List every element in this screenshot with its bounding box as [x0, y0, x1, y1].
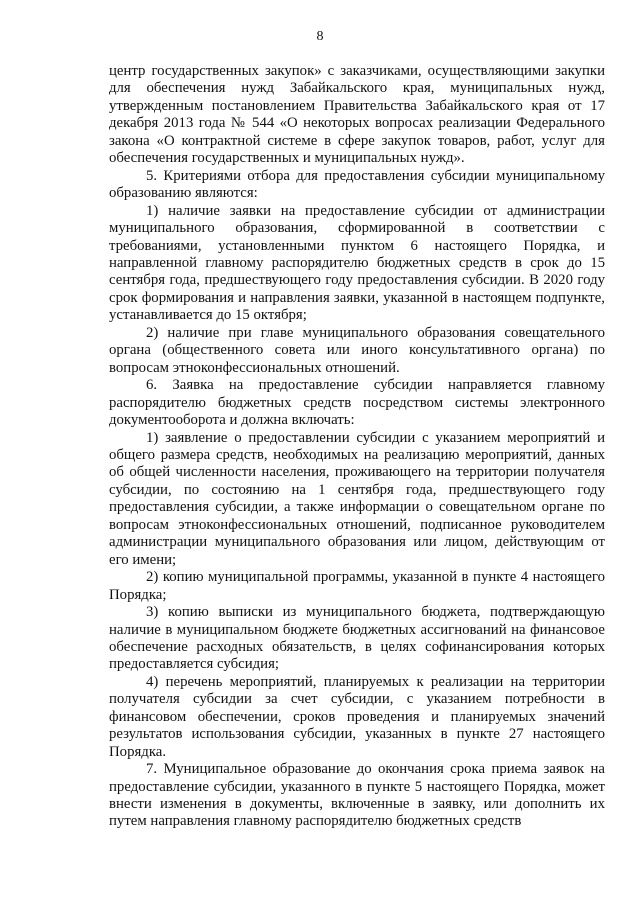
- document-body: [109, 63, 605, 831]
- page-number: 8: [316, 29, 324, 44]
- paragraph-clause-6-item-1: 1) заявление о предоставлении субсидии с указанием мероприятий и общего размера средств, необходимых на реализацию мероприятий, данных об общей численности населения, проживающего на территории получателя субсидии, по состоянию на 1 сентября года, предшествующего году предоставления субсидии, а также информации о совещательном органе по вопросам этноконфессиональных отношений, подписанное руководителем администрации муниципального образования или лицом, действующим от его имени;: [109, 429, 605, 568]
- paragraph-clause-6: 6. Заявка на предоставление субсидии направляется главному распорядителю бюджетных средств посредством системы электронного документооборота и должна включать:: [109, 377, 605, 429]
- paragraph-clause-7: 7. Муниципальное образование до окончания срока приема заявок на предоставление субсидии, указанного в пункте 5 настоящего Порядка, может внести изменения в документы, включенные в заявку, или дополнить их путем направления главному распорядителю бюджетных средств: [109, 761, 605, 830]
- paragraph-continuation-clause-4: центр государственных закупок» с заказчиками, осуществляющими закупки для обеспечения нужд Забайкальского края, муниципальных нужд, утвержденным постановлением Правительства Забайкальского края от 17 декабря 2013 года № 544 «О некоторых вопросах реализации Федерального закона «О контрактной системе в сфере закупок товаров, работ, услуг для обеспечения государственных и муниципальных нужд».: [109, 63, 605, 167]
- paragraph-clause-5: 5. Критериями отбора для предоставления субсидии муниципальному образованию являются:: [109, 167, 605, 202]
- paragraph-clause-6-item-3: 3) копию выписки из муниципального бюджета, подтверждающую наличие в муниципальном бюджете бюджетных ассигнований на финансовое обеспечение расходных обязательств, в целях софинансирования которых предоставляется субсидия;: [109, 604, 605, 673]
- paragraph-clause-6-item-2: 2) копию муниципальной программы, указанной в пункте 4 настоящего Порядка;: [109, 569, 605, 603]
- paragraph-clause-5-item-1: 1) наличие заявки на предоставление субсидии от администрации муниципального образования, сформированной в соответствии с требованиями, установленными пунктом 6 настоящего Порядка, и направленной главному распорядителю бюджетных средств в срок до 15 сентября года, предшествующего году предоставления субсидии. В 2020 году срок формирования и направления заявки, указанной в настоящем подпункте, устанавливается до 15 октября;: [109, 202, 605, 324]
- paragraph-clause-5-item-2: 2) наличие при главе муниципального образования совещательного органа (общественного совета или иного консультативного органа) по вопросам этноконфессиональных отношений.: [109, 324, 605, 376]
- paragraph-clause-6-item-4: 4) перечень мероприятий, планируемых к реализации на территории получателя субсидии за счет субсидии, с указанием потребности в финансовом обеспечении, сроков проведения и планируемых значений результатов использования субсидии, указанных в пункте 27 настоящего Порядка.: [109, 673, 605, 760]
